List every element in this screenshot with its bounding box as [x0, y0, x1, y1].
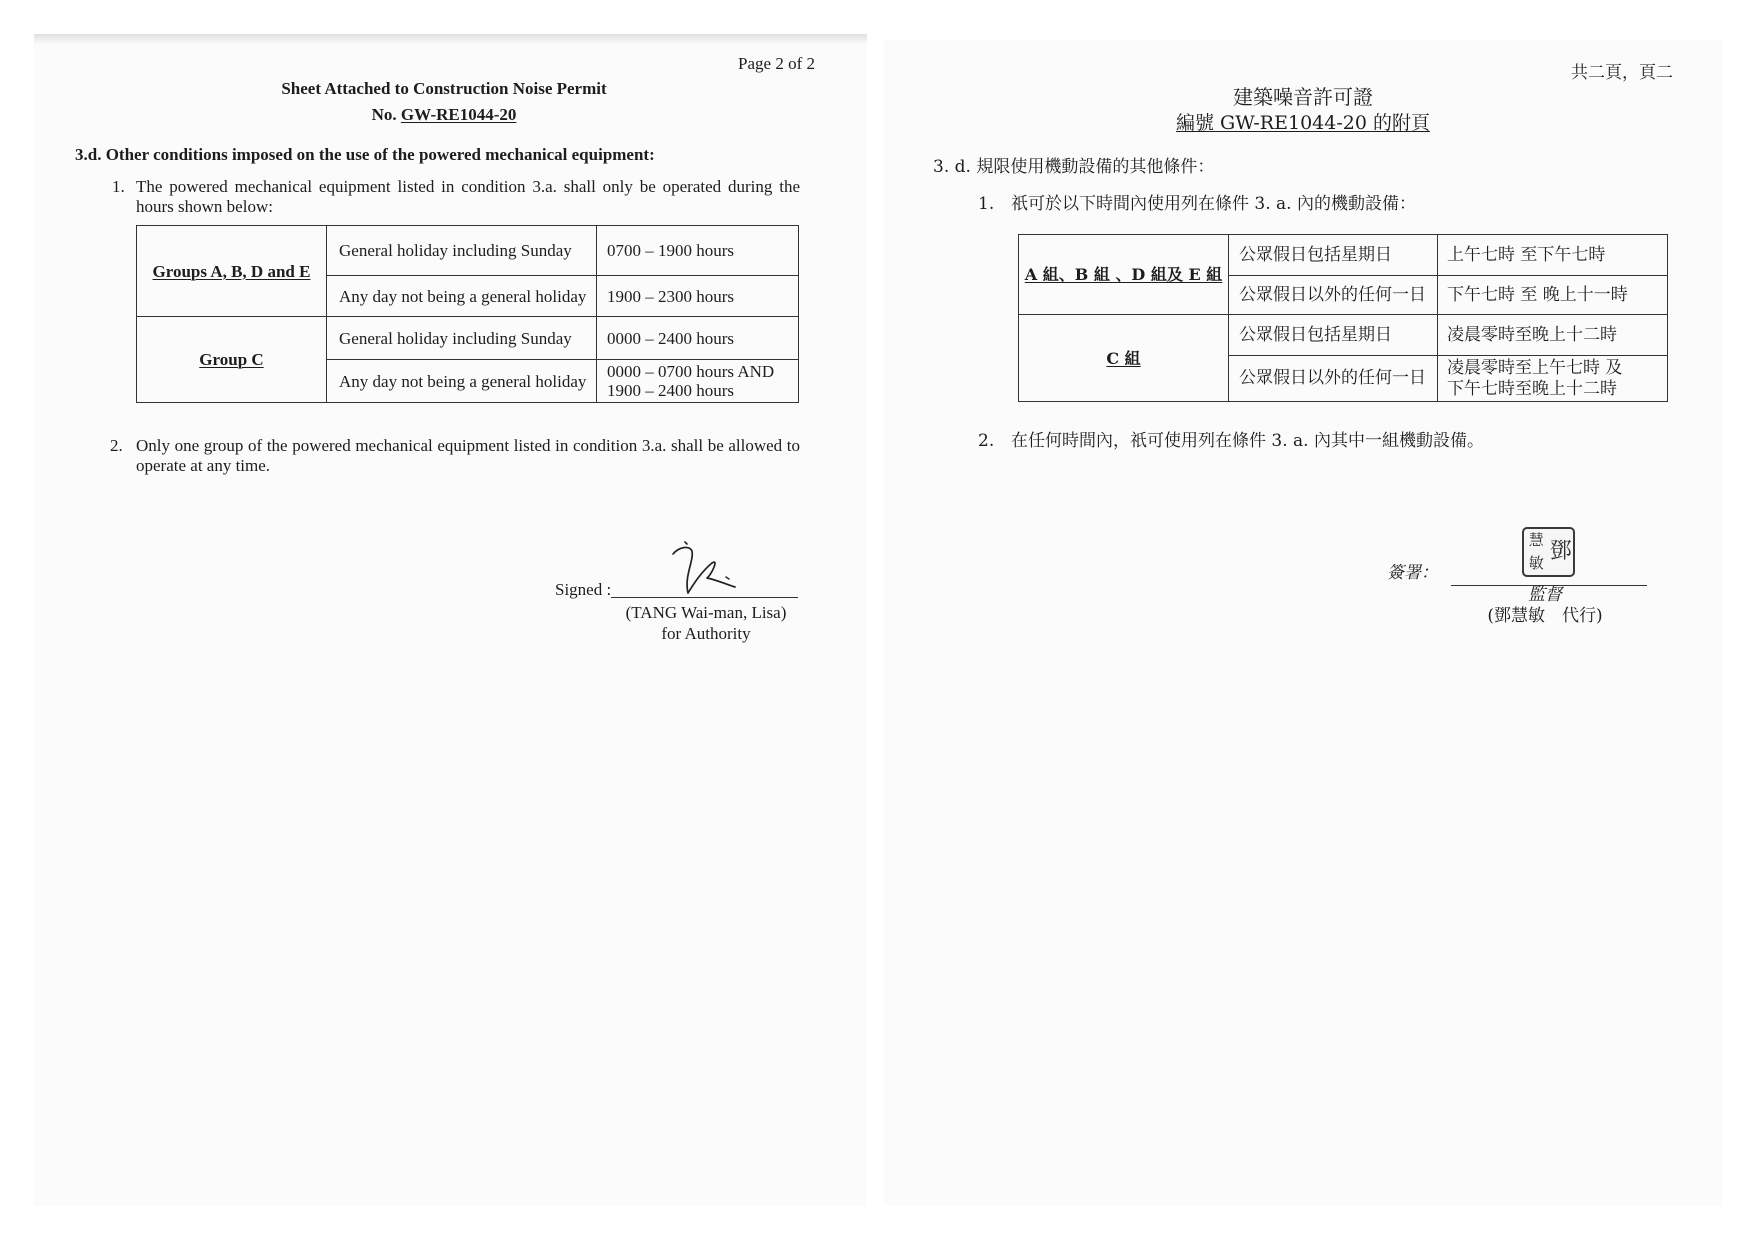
day-cell: 公眾假日以外的任何一日 [1229, 276, 1438, 315]
group-name: Groups A, B, D and E [152, 261, 311, 281]
hours-text: 0000 – 0700 hours AND [607, 362, 775, 381]
permit-number-line [244, 105, 644, 125]
hours-cell [1438, 315, 1668, 356]
hours-text: 1900 – 2300 hours [607, 286, 735, 306]
signatory-role-zh: 監督 [1528, 585, 1562, 605]
day-cell: 公眾假日以外的任何一日 [1229, 356, 1438, 402]
official-seal [1522, 527, 1575, 577]
hours-cell [1438, 356, 1668, 402]
group-cell [1019, 315, 1229, 402]
seal-char: 鄧 [1549, 539, 1572, 564]
item-2-number: 2. [110, 436, 123, 455]
hours-text: 上午七時 至下午七時 [1447, 244, 1606, 265]
hours-cell [1438, 235, 1668, 276]
sheet-title: Sheet Attached to Construction Noise Permit [281, 79, 607, 98]
page-number-zh: 共二頁，頁二 [1571, 63, 1673, 83]
permit-title-zh: 建築噪音許可證 [1233, 85, 1373, 109]
signature-line [611, 597, 798, 598]
handwritten-signature [668, 538, 748, 600]
group-cell [1019, 235, 1229, 315]
signatory-name-zh: (鄧慧敏 代行) [1487, 606, 1603, 626]
day-cell: 公眾假日包括星期日 [1229, 235, 1438, 276]
group-name: Group C [199, 350, 264, 369]
hours-cell [597, 360, 799, 403]
item-1-text-zh: 祇可於以下時間內使用列在條件 3. a. 內的機動設備： [1011, 194, 1416, 214]
page-number: Page 2 of 2 [738, 54, 815, 73]
hours-text: 凌晨零時至晚上十二時 [1447, 324, 1617, 345]
seal-char: 敏 [1528, 554, 1544, 572]
item-2-number-zh: 2. [978, 431, 995, 451]
hours-text: 下午七時 至 晚上十一時 [1447, 284, 1628, 305]
hours-text: 0000 – 2400 hours [607, 328, 735, 348]
signatory-role: for Authority [661, 624, 751, 643]
section-heading: 3.d. Other conditions imposed on the use of the powered mechanical equipment: [75, 145, 655, 164]
signed-label-zh: 簽署： [1387, 563, 1438, 583]
hours-cell [597, 276, 799, 317]
permit-subtitle-zh-wrap [1103, 111, 1503, 135]
permit-number: GW-RE1044-20 [400, 105, 517, 124]
item-1-number-zh: 1. [978, 194, 995, 214]
signed-label: Signed : [555, 580, 612, 599]
day-cell: General holiday including Sunday [327, 226, 597, 276]
hours-text: 下午七時至晚上十二時 [1447, 378, 1617, 399]
hours-text: 1900 – 2400 hours [607, 381, 735, 400]
scan-shadow [34, 34, 867, 44]
item-1-line: hours shown below: [136, 196, 273, 216]
operating-hours-table [136, 225, 799, 403]
day-cell: Any day not being a general holiday [327, 276, 597, 317]
item-2-text [136, 436, 800, 476]
hours-cell [597, 317, 799, 360]
hours-text: 0700 – 1900 hours [607, 241, 735, 260]
table-row [1019, 235, 1668, 276]
item-2-line: Only one group of the powered mechanical equipment listed in condition 3.a. shall be allowed to [136, 436, 800, 455]
hours-text: 凌晨零時至上午七時 及 [1447, 357, 1623, 378]
day-cell: 公眾假日包括星期日 [1229, 315, 1438, 356]
day-cell: General holiday including Sunday [327, 317, 597, 360]
table-row [137, 317, 799, 360]
group-name: C 組 [1106, 348, 1141, 368]
hours-cell [597, 226, 799, 276]
group-cell [137, 226, 327, 317]
section-heading-zh: 3. d. 規限使用機動設備的其他條件： [933, 157, 1215, 177]
table-row [1019, 315, 1668, 356]
table-row [137, 226, 799, 276]
operating-hours-table-zh [1018, 234, 1668, 402]
item-2-text-zh: 在任何時間內，祇可使用列在條件 3. a. 內其中一組機動設備。 [1011, 431, 1484, 451]
group-name: A 組、B 組 、D 組及 E 組 [1024, 265, 1223, 284]
day-cell: Any day not being a general holiday [327, 360, 597, 403]
item-1-number: 1. [112, 177, 125, 196]
signatory-name: (TANG Wai-man, Lisa) [625, 603, 787, 622]
seal-char: 慧 [1528, 531, 1544, 549]
group-cell [137, 317, 327, 403]
permit-prefix: No. [371, 105, 397, 124]
hours-cell [1438, 276, 1668, 315]
item-1-line: The powered mechanical equipment listed in condition 3.a. shall only be operated during the [136, 177, 800, 196]
permit-subtitle-zh: 編號 GW-RE1044-20 的附頁 [1176, 112, 1430, 134]
item-1-text [136, 177, 800, 216]
item-2-line: operate at any time. [136, 456, 271, 475]
